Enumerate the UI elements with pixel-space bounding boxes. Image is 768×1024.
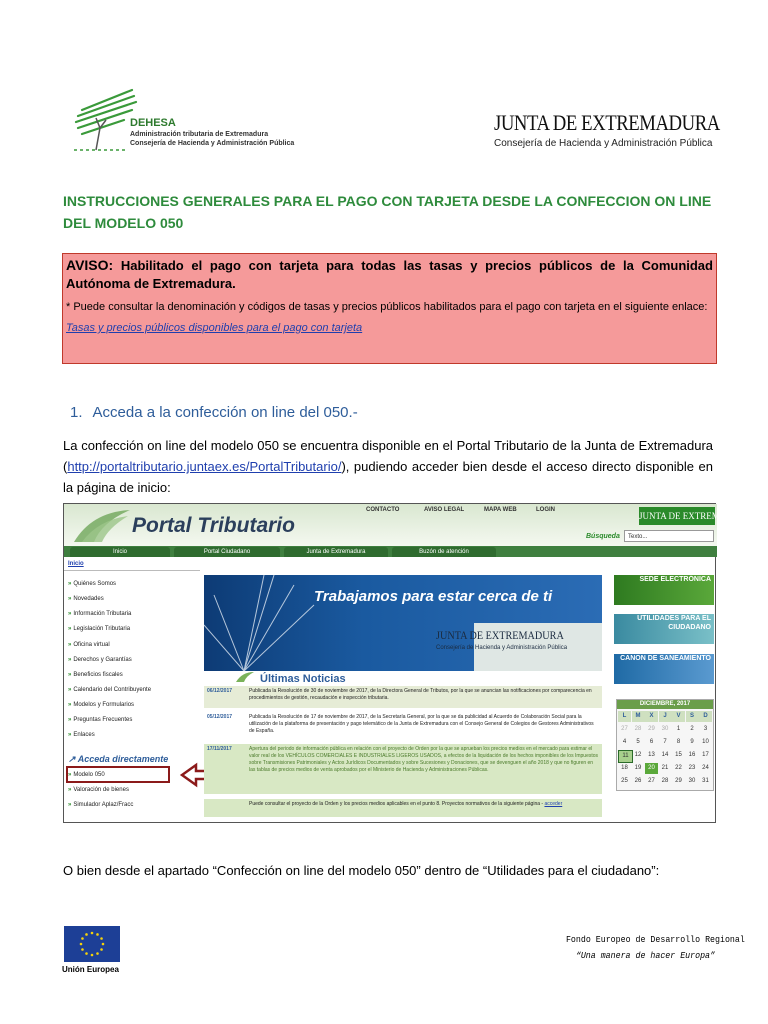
eu-star-icon [81, 948, 84, 951]
canon-saneamiento-button[interactable]: CANON DE SANEAMIENTO [614, 654, 714, 684]
busqueda-input[interactable]: Texto... [624, 530, 714, 542]
menu-item-label: Derechos y Garantías [73, 657, 132, 663]
body-text-part1: La confección on line del modelo 050 se encuentra disponible en el Portal Tributario de la Junta de Extremadura ( [63, 438, 713, 474]
calendar-day[interactable]: 18 [621, 765, 628, 771]
calendar-day[interactable]: 30 [661, 726, 669, 732]
news-date: 06/12/2017 [207, 688, 233, 694]
calendar-day[interactable]: 11 [618, 750, 633, 763]
menu-item[interactable] [68, 732, 95, 738]
modelo-050-highlight [66, 766, 170, 783]
aviso-label: AVISO: [66, 257, 114, 273]
calendar-day[interactable]: 2 [690, 726, 694, 732]
calendar-day[interactable]: 28 [661, 778, 669, 784]
utilidades-ciudadano-button[interactable]: UTILIDADES PARA EL CIUDADANO [614, 614, 714, 644]
portal-title: Portal Tributario [132, 514, 295, 537]
menu-item[interactable] [68, 702, 134, 708]
menu-item-label: Preguntas Frecuentes [73, 717, 133, 723]
sidebar-divider [64, 570, 200, 571]
menu-item-label: Beneficios fiscales [73, 672, 123, 678]
busqueda-label: Búsqueda [586, 533, 620, 540]
eu-star-icon [96, 952, 99, 955]
arrow-icon: » [68, 687, 72, 693]
arrow-icon: » [68, 717, 72, 723]
calendar-day[interactable]: 24 [702, 765, 709, 771]
menu-item[interactable] [68, 672, 123, 678]
aviso-text-block [66, 256, 713, 293]
calendar-day[interactable]: 15 [675, 752, 682, 758]
arrow-icon: » [68, 672, 72, 678]
calendar-weekday: X [645, 711, 658, 722]
acceda-directamente-heading [68, 754, 168, 765]
eu-star-icon [96, 933, 99, 936]
menu-item-label: Legislación Tributaria [73, 626, 131, 632]
arrow-icon: » [68, 772, 72, 778]
calendar-weekday: J [659, 711, 672, 722]
calendar-day[interactable]: 29 [648, 726, 655, 732]
direct-item-simulador[interactable] [68, 802, 133, 808]
calendar-day[interactable]: 8 [676, 739, 681, 745]
banner-slogan: Trabajamos para estar cerca de ti [314, 588, 553, 605]
news-date: 17/11/2017 [207, 746, 232, 752]
section-heading [70, 404, 358, 421]
calendar [616, 699, 714, 791]
direct-item-label: Modelo 050 [73, 772, 105, 778]
menu-item-label: Quiénes Somos [73, 581, 117, 587]
news-tail-text [249, 801, 599, 808]
eu-star-icon [80, 943, 83, 946]
portal-junta-badge: JUNTA DE EXTREMADURA [639, 507, 715, 525]
o-bien-paragraph: O bien desde el apartado “Confección on line del modelo 050” dentro de “Utilidades para el ciudadano”: [63, 863, 660, 878]
portal-logo-icon [72, 508, 132, 544]
menu-item[interactable] [68, 717, 132, 723]
arrow-icon: » [68, 596, 72, 602]
menu-item-label: Oficina virtual [73, 642, 110, 648]
arrow-icon: » [68, 802, 72, 808]
toplink-mapa-web[interactable]: MAPA WEB [484, 507, 517, 513]
calendar-day[interactable]: 17 [702, 752, 709, 758]
menu-item-label: Novedades [73, 596, 104, 602]
news-text: Publicada la Resolución de 17 de noviembre de 2017, de la Secretaría General, por la que se da publicidad al Acuerdo de Colaboración Social para la utilización de la plataforma de presentación y pago telemático de la Junta de Extremadura con el Consejo General de Colegios de Gestores Administrativos de España. [249, 714, 594, 734]
tab-junta-extremadura[interactable]: Junta de Extremadura [284, 547, 388, 557]
calendar-day[interactable]: 6 [649, 739, 654, 745]
calendar-weekday: S [686, 711, 699, 722]
toplink-login[interactable]: LOGIN [536, 507, 555, 513]
tab-inicio[interactable]: Inicio [70, 547, 170, 557]
news-date: 05/12/2017 [207, 714, 233, 720]
news-text: Apertura del periodo de información pública en relación con el proyecto de Orden por la que se aprueban los precios medios en el mercado para estimar el valor real de los VEHÍCULOS COMERCIALES E INDUSTRIALES LIGEROS USADOS, a efectos de la liquidación de los hechos imponibles de los Impuestos sobre Transmisiones Patrimoniales y Actos Jurídicos Documentados y sobre Sucesiones y Donaciones, que se devenguen el año 2018 y que no figuren en las tablas de precios medios de venta aprobados por el Ministerio de Hacienda y Administraciones Públicas. [249, 746, 599, 773]
calendar-day[interactable]: 10 [702, 739, 709, 745]
news-text: Publicada la Resolución de 30 de noviembre de 2017, de la Directora General de Tributos, por la que se anuncian las notificaciones por comparecencia en procedimientos de gestión, recaudación e inspección tributaria. [249, 688, 592, 701]
eu-star-icon [85, 952, 88, 955]
calendar-day[interactable]: 16 [688, 752, 696, 758]
calendar-day[interactable]: 7 [663, 739, 667, 745]
calendar-day[interactable]: 20 [645, 763, 658, 774]
menu-item-label: Calendario del Contribuyente [73, 687, 152, 693]
news-item[interactable] [204, 744, 602, 794]
arrow-icon: » [68, 702, 72, 708]
news-tail [204, 799, 602, 817]
dehesa-subtitle-1: Administración tributaria de Extremadura [130, 131, 269, 138]
arrow-icon: » [68, 657, 72, 663]
eu-star-icon [81, 937, 84, 940]
aviso-box [62, 253, 717, 364]
feder-line-2: “Una manera de hacer Europa” [575, 951, 715, 961]
calendar-day[interactable]: 21 [661, 765, 669, 771]
calendar-day[interactable]: 31 [702, 778, 709, 784]
calendar-day[interactable]: 27 [648, 778, 655, 784]
body-paragraph [63, 435, 713, 498]
news-acceder-link[interactable]: acceder [544, 801, 563, 807]
calendar-day[interactable]: 13 [648, 752, 655, 758]
section-heading-text: Acceda a la confección on line del 050.- [92, 404, 358, 421]
menu-item[interactable] [68, 626, 130, 632]
arrow-icon: » [68, 626, 72, 632]
news-item[interactable] [204, 686, 602, 708]
junta-title: JUNTA DE EXTREMADURA [494, 110, 720, 135]
aviso-note: * Puede consultar la denominación y códigos de tasas y precios públicos habilitados para el pago con tarjeta en el siguiente enlace: [66, 301, 708, 313]
calendar-day[interactable]: 29 [675, 778, 682, 784]
eu-star-icon [91, 932, 94, 935]
arrow-icon: » [68, 611, 72, 617]
calendar-day[interactable]: 5 [636, 739, 640, 745]
tab-portal-ciudadano[interactable]: Portal Ciudadano [174, 547, 280, 557]
direct-item-valoracion[interactable] [68, 787, 129, 793]
calendar-day[interactable]: 30 [688, 778, 696, 784]
calendar-day[interactable]: 26 [634, 778, 642, 784]
section-number: 1. [70, 404, 83, 421]
menu-item-label: Información Tributaria [73, 611, 132, 617]
portal-url-link[interactable]: http://portaltributario.juntaex.es/PortalTributario/ [67, 459, 342, 474]
calendar-day[interactable]: 27 [621, 726, 628, 732]
toplink-aviso-legal[interactable]: AVISO LEGAL [424, 507, 465, 513]
menu-item[interactable] [68, 596, 104, 602]
calendar-weekday: D [699, 711, 712, 722]
banner-junta: JUNTA DE EXTREMADURA [436, 628, 564, 642]
arrow-icon: » [68, 642, 72, 648]
menu-item[interactable] [68, 687, 151, 693]
calendar-day[interactable]: 14 [661, 752, 669, 758]
feder-line-1: Fondo Europeo de Desarrollo Regional [565, 935, 745, 945]
eu-star-icon [100, 948, 103, 951]
eu-star-icon [102, 943, 105, 946]
calendar-day[interactable]: 3 [703, 726, 708, 732]
eu-flag-icon [64, 926, 120, 962]
dehesa-subtitle-2: Consejería de Hacienda y Administración Pública [130, 140, 295, 147]
eu-star-icon [100, 937, 103, 940]
calendar-day[interactable]: 22 [675, 765, 682, 771]
news-icon [234, 670, 256, 684]
tab-buzon-atencion[interactable]: Buzón de atención [392, 547, 496, 557]
menu-item-label: Modelos y Formularios [73, 702, 135, 708]
arrow-icon: » [68, 787, 72, 793]
eu-star-icon [91, 954, 94, 957]
calendar-day[interactable]: 9 [690, 739, 694, 745]
banner-junta-sub: Consejería de Hacienda y Administración Pública [436, 645, 568, 651]
calendar-weekday: V [672, 711, 685, 722]
menu-item[interactable] [68, 657, 132, 663]
direct-item-label: Valoración de bienes [73, 787, 129, 793]
calendar-day[interactable]: 1 [676, 726, 681, 732]
dehesa-name: DEHESA [130, 117, 176, 129]
breadcrumb-inicio[interactable]: Inicio [68, 561, 84, 567]
arrow-icon: » [68, 732, 72, 738]
menu-item[interactable] [68, 611, 131, 617]
calendar-day[interactable]: 25 [621, 778, 628, 784]
menu-item[interactable] [68, 642, 110, 648]
junta-subtitle: Consejería de Hacienda y Administración Pública [494, 138, 713, 149]
sede-electronica-button[interactable]: SEDE ELECTRÓNICA [614, 575, 714, 605]
acceda-label: Acceda directamente [77, 754, 169, 764]
toplink-contacto[interactable]: CONTACTO [366, 507, 400, 513]
tasas-link[interactable]: Tasas y precios públicos disponibles para el pago con tarjeta [66, 322, 363, 334]
calendar-day[interactable]: 19 [634, 765, 642, 771]
calendar-weekday: M [632, 711, 645, 722]
calendar-day[interactable]: 28 [634, 726, 642, 732]
portal-screenshot [63, 503, 752, 823]
calendar-day[interactable]: 4 [622, 739, 627, 745]
ultimas-noticias-heading: Últimas Noticias [260, 673, 346, 685]
calendar-day[interactable]: 12 [634, 752, 642, 758]
news-tail-body: Puede consultar el proyecto de la Orden y los precios medios aplicables en el punto 8. Proyectos normativos de la siguiente página - [249, 801, 544, 807]
body-text-part2: ), pudiendo acceder bien desde el acceso directo disponible en la página de inicio: [63, 459, 713, 495]
document-title: INSTRUCCIONES GENERALES PARA EL PAGO CON TARJETA DESDE LA CONFECCION ON LINE DEL MODELO 050 [63, 193, 712, 231]
calendar-day[interactable]: 23 [688, 765, 696, 771]
menu-item[interactable] [68, 581, 116, 587]
calendar-weekday: L [618, 711, 631, 722]
calendar-title: DICIEMBRE, 2017 [617, 700, 713, 709]
eu-star-icon [85, 933, 88, 936]
acceda-arrow-icon: ↗ [68, 754, 76, 764]
direct-item-label: Simulador Aplaz/Fracc [73, 802, 134, 808]
menu-item-label: Enlaces [73, 732, 95, 738]
aviso-text: Habilitado el pago con tarjeta para todas las tasas y precios públicos de la Comunidad Autónoma de Extremadura. [66, 258, 713, 291]
eu-label: Unión Europea [62, 965, 119, 974]
news-item[interactable] [204, 712, 602, 742]
arrow-icon: » [68, 581, 72, 587]
